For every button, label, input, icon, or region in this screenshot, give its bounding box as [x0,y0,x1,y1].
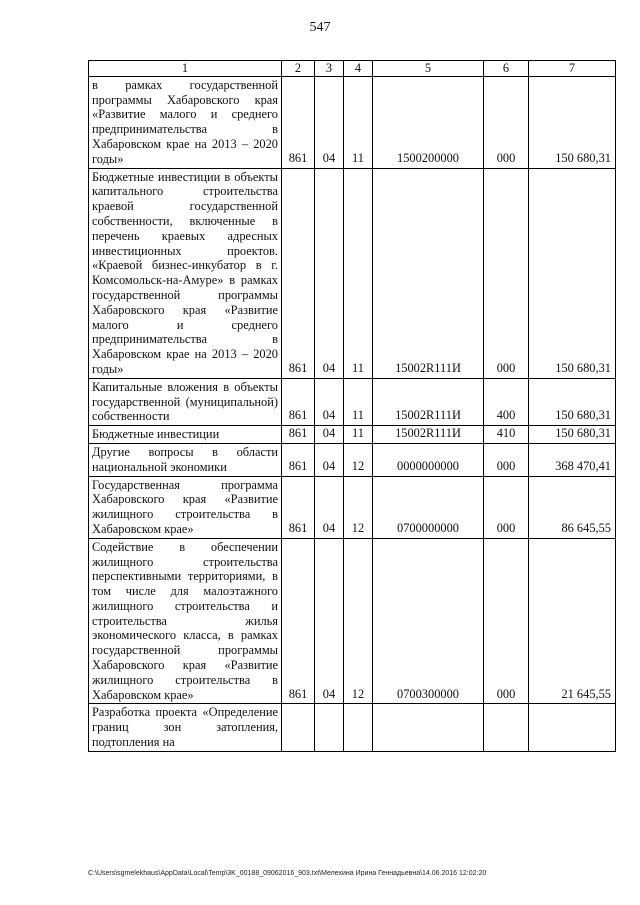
row-description: Государственная программа Хабаровского края «Развитие жилищного строительства в Хабаровском крае» [89,476,282,538]
row-code-2 [282,704,315,751]
row-amount: 150 680,31 [529,168,616,378]
row-code-6: 000 [484,76,529,168]
row-code-4: 12 [344,443,373,476]
table-row [89,426,616,444]
table-row [89,378,616,425]
row-description: Другие вопросы в области национальной экономики [89,443,282,476]
row-code-3: 04 [315,378,344,425]
row-code-2: 861 [282,426,315,444]
row-code-3: 04 [315,168,344,378]
row-code-2: 861 [282,76,315,168]
column-header-7: 7 [529,61,616,77]
column-header-4: 4 [344,61,373,77]
row-code-5: 15002R111И [373,378,484,425]
row-code-6: 000 [484,443,529,476]
row-code-6: 000 [484,538,529,704]
row-amount [529,704,616,751]
row-code-5 [373,704,484,751]
row-code-3: 04 [315,443,344,476]
row-code-6: 000 [484,476,529,538]
row-description: Капитальные вложения в объекты государственной (муниципальной) собственности [89,378,282,425]
row-code-6 [484,704,529,751]
row-code-4 [344,704,373,751]
row-amount: 150 680,31 [529,76,616,168]
row-code-3: 04 [315,476,344,538]
row-code-4: 11 [344,76,373,168]
column-header-3: 3 [315,61,344,77]
file-path-footer: C:\Users\sgmelekhaus\AppData\Local\Temp\3K_00188_09062016_903.txt\Мелехина Ирина Геннадьевна\14.06.2016 12:02:20 [88,870,487,877]
row-code-2: 861 [282,538,315,704]
header-row [89,61,616,77]
row-code-4: 11 [344,168,373,378]
row-code-4: 11 [344,378,373,425]
table-row [89,76,616,168]
row-description: Содействие в обеспечении жилищного строительства перспективными территориями, в том числе для малоэтажного жилищного строительства и строительства жилья экономического класса, в рамках государственной программы Хабаровского края «Развитие жилищного строительства в Хабаровском крае» [89,538,282,704]
row-description: Бюджетные инвестиции [89,426,282,444]
row-code-4: 11 [344,426,373,444]
column-header-1: 1 [89,61,282,77]
row-description: Бюджетные инвестиции в объекты капитального строительства краевой государственной собственности, включенные в перечень краевых адресных инвестиционных проектов. «Краевой бизнес-инкубатор в г. Комсомольск-на-Амуре» в рамках государственной программы Хабаровского края «Развитие малого и среднего предпринимательства в Хабаровском крае на 2013 – 2020 годы» [89,168,282,378]
row-code-4: 12 [344,476,373,538]
row-amount: 368 470,41 [529,443,616,476]
row-code-3: 04 [315,76,344,168]
row-code-3 [315,704,344,751]
table-row [89,704,616,751]
row-code-2: 861 [282,443,315,476]
row-code-5: 15002R111И [373,426,484,444]
column-header-2: 2 [282,61,315,77]
row-code-5: 0000000000 [373,443,484,476]
table-row [89,538,616,704]
row-code-2: 861 [282,378,315,425]
row-code-2: 861 [282,168,315,378]
budget-table [88,60,616,752]
table-row [89,476,616,538]
row-code-6: 400 [484,378,529,425]
table-row [89,168,616,378]
row-description: Разработка проекта «Определение границ зон затопления, подтопления на [89,704,282,751]
table-row [89,443,616,476]
row-code-3: 04 [315,426,344,444]
row-amount: 21 645,55 [529,538,616,704]
row-code-5: 0700000000 [373,476,484,538]
row-amount: 150 680,31 [529,378,616,425]
row-code-2: 861 [282,476,315,538]
row-code-5: 15002R111И [373,168,484,378]
row-code-5: 1500200000 [373,76,484,168]
row-code-6: 410 [484,426,529,444]
row-code-6: 000 [484,168,529,378]
row-code-3: 04 [315,538,344,704]
column-header-6: 6 [484,61,529,77]
row-code-4: 12 [344,538,373,704]
row-amount: 86 645,55 [529,476,616,538]
row-description: в рамках государственной программы Хабаровского края «Развитие малого и среднего предпринимательства в Хабаровском крае на 2013 – 2020 годы» [89,76,282,168]
page-number: 547 [309,20,331,35]
row-code-5: 0700300000 [373,538,484,704]
row-amount: 150 680,31 [529,426,616,444]
column-header-5: 5 [373,61,484,77]
